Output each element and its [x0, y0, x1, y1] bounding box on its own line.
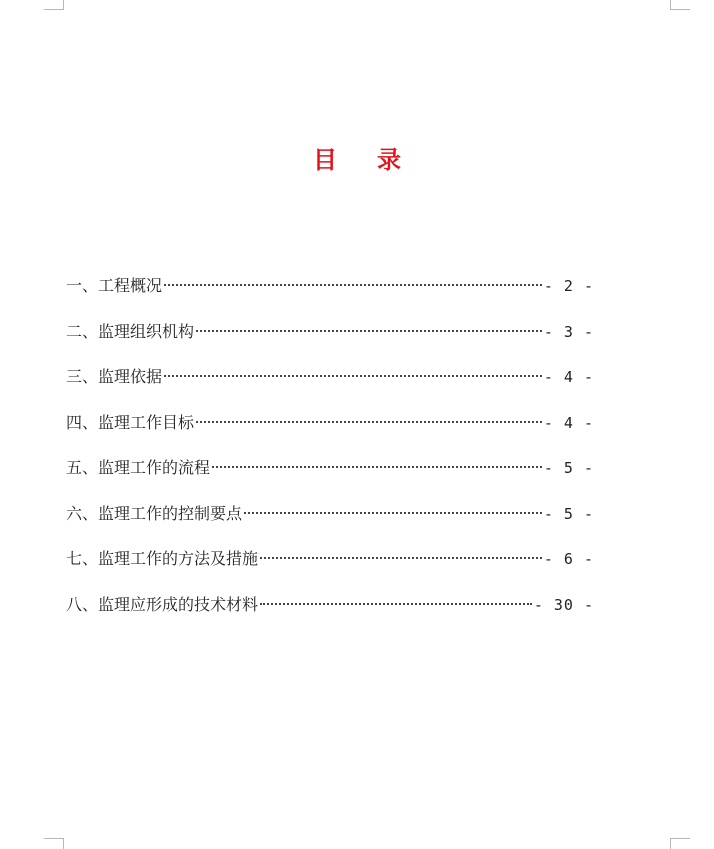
- dot-leader: [164, 375, 542, 377]
- toc-entry-page: - 5 -: [543, 459, 594, 477]
- dot-leader: [196, 330, 542, 332]
- toc-entry[interactable]: [66, 272, 594, 318]
- toc-entry-label: 七、监理工作的方法及措施: [66, 549, 259, 568]
- toc-entry-label: 六、监理工作的控制要点: [66, 503, 243, 523]
- toc-entry-page: - 30 -: [533, 595, 594, 614]
- toc-entry[interactable]: [66, 409, 594, 455]
- toc-entry-label: 三、监理依据: [66, 367, 163, 386]
- crop-mark-bottom-right: [670, 838, 690, 849]
- toc-entry[interactable]: [66, 591, 594, 637]
- dot-leader: [244, 512, 542, 514]
- toc-entry-label: 五、监理工作的流程: [66, 458, 211, 477]
- toc-list: [66, 272, 594, 636]
- toc-entry[interactable]: [66, 363, 594, 409]
- toc-entry-label: 八、监理应形成的技术材料: [66, 594, 259, 614]
- dot-leader: [212, 466, 542, 468]
- toc-entry-label: 二、监理组织机构: [66, 321, 195, 341]
- crop-mark-top-left: [44, 0, 64, 10]
- toc-entry[interactable]: [66, 454, 594, 500]
- toc-entry-label: 一、工程概况: [66, 276, 163, 295]
- toc-title: [0, 142, 714, 178]
- toc-entry[interactable]: [66, 500, 594, 546]
- dot-leader: [260, 603, 532, 605]
- toc-entry-page: - 6 -: [543, 550, 594, 568]
- dot-leader: [260, 557, 542, 559]
- toc-entry[interactable]: [66, 318, 594, 364]
- toc-entry-page: - 3 -: [543, 322, 594, 341]
- toc-entry-label: 四、监理工作目标: [66, 412, 195, 432]
- toc-title-char-1: 目: [313, 146, 337, 174]
- crop-mark-bottom-left: [44, 838, 64, 849]
- toc-entry-page: - 4 -: [543, 368, 594, 386]
- toc-entry-page: - 2 -: [543, 277, 594, 295]
- dot-leader: [196, 421, 542, 423]
- toc-entry-page: - 4 -: [543, 413, 594, 432]
- dot-leader: [164, 284, 542, 286]
- toc-title-char-2: 录: [377, 146, 401, 174]
- crop-mark-top-right: [670, 0, 690, 10]
- toc-entry[interactable]: [66, 545, 594, 591]
- toc-entry-page: - 5 -: [543, 504, 594, 523]
